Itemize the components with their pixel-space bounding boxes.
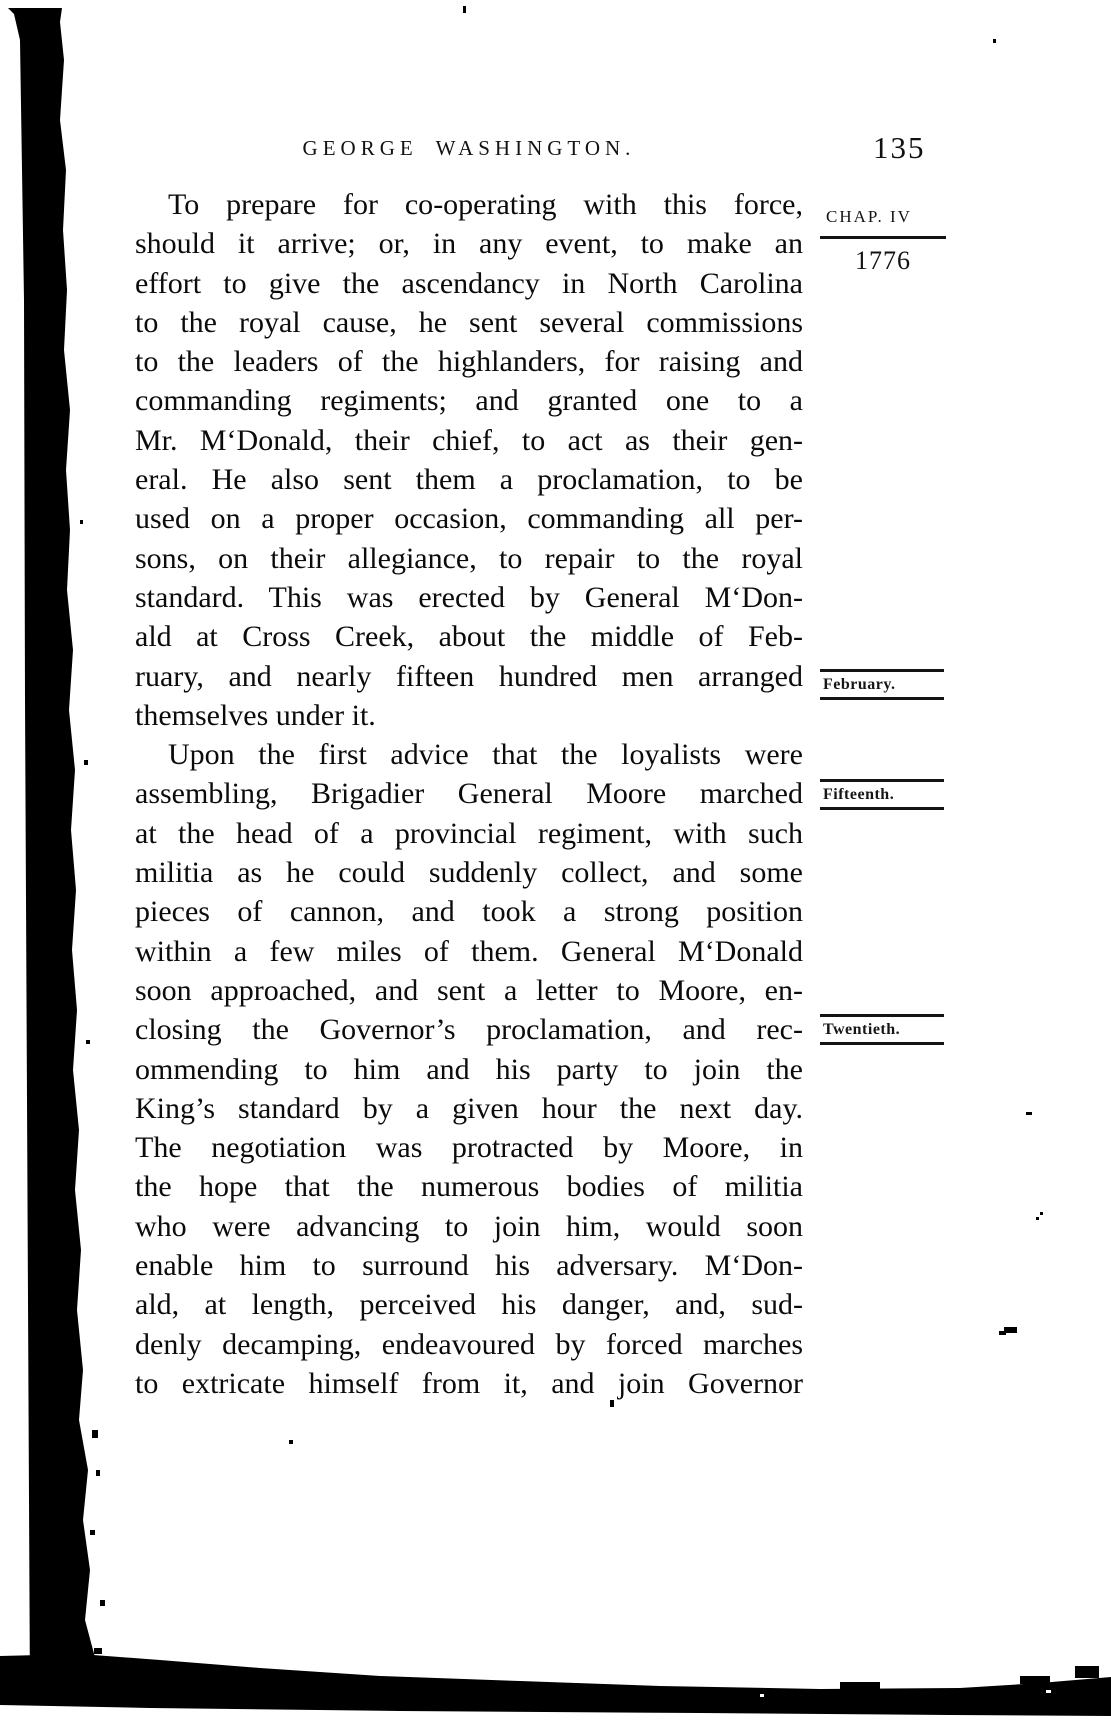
text-line: ruary, and nearly fifteen hundred men arranged	[135, 659, 803, 693]
text-line: denly decamping, endeavoured by forced marches	[135, 1327, 803, 1361]
text-line: soon approached, and sent a letter to Moore, en-	[135, 973, 803, 1007]
scan-artifact-left-bar	[8, 8, 100, 1700]
text-line: The negotiation was protracted by Moore, in	[135, 1131, 803, 1165]
text-line: Upon the first advice that the loyalists were	[168, 738, 803, 772]
text-line: Mr. M‘Donald, their chief, to act as their gen-	[135, 423, 803, 457]
text-line: effort to give the ascendancy in North Carolina	[135, 266, 803, 300]
text-line: militia as he could suddenly collect, and some	[135, 856, 803, 890]
text-line: sons, on their allegiance, to repair to the royal	[135, 541, 803, 575]
year-label: 1776	[855, 246, 911, 275]
text-line: assembling, Brigadier General Moore marched	[135, 777, 803, 811]
text-line: to extricate himself from it, and join Governor	[135, 1366, 803, 1400]
scan-artifact-bottom-bar	[0, 1654, 1111, 1716]
text-line: King’s standard by a given hour the next day.	[135, 1091, 803, 1125]
text-line: pieces of cannon, and took a strong position	[135, 895, 803, 929]
text-line: at the head of a provincial regiment, with such	[135, 816, 803, 850]
text-line: to the royal cause, he sent several commissions	[135, 305, 803, 339]
text-line: commanding regiments; and granted one to a	[135, 384, 803, 418]
chapter-heading: CHAP. IV	[826, 207, 912, 226]
text-line: within a few miles of them. General M‘Donald	[135, 934, 803, 968]
text-line: eral. He also sent them a proclamation, to be	[135, 463, 803, 497]
text-line: who were advancing to join him, would soon	[135, 1209, 803, 1243]
text-line: closing the Governor’s proclamation, and rec-	[135, 1013, 803, 1047]
text-line: the hope that the numerous bodies of militia	[135, 1170, 803, 1204]
text-line: standard. This was erected by General M‘Don-	[135, 580, 803, 614]
running-title: GEORGE WASHINGTON.	[302, 136, 636, 160]
margin-note-label: February.	[823, 676, 896, 693]
margin-note-label: Fifteenth.	[823, 786, 895, 803]
text-line: ommending to him and his party to join the	[135, 1052, 803, 1086]
text-line: ald, at length, perceived his danger, and, sud-	[135, 1288, 803, 1322]
text-line: ald at Cross Creek, about the middle of Feb-	[135, 620, 803, 654]
text-line: should it arrive; or, in any event, to make an	[135, 227, 803, 261]
text-line: used on a proper occasion, commanding all per-	[135, 502, 803, 536]
text-line: themselves under it.	[135, 698, 376, 732]
text-line: to the leaders of the highlanders, for raising and	[135, 345, 803, 379]
text-line: To prepare for co-operating with this force,	[168, 188, 803, 221]
margin-note-label: Twentieth.	[823, 1021, 901, 1038]
page-number: 135	[873, 130, 926, 165]
text-line: enable him to surround his adversary. M‘Don-	[135, 1249, 803, 1283]
